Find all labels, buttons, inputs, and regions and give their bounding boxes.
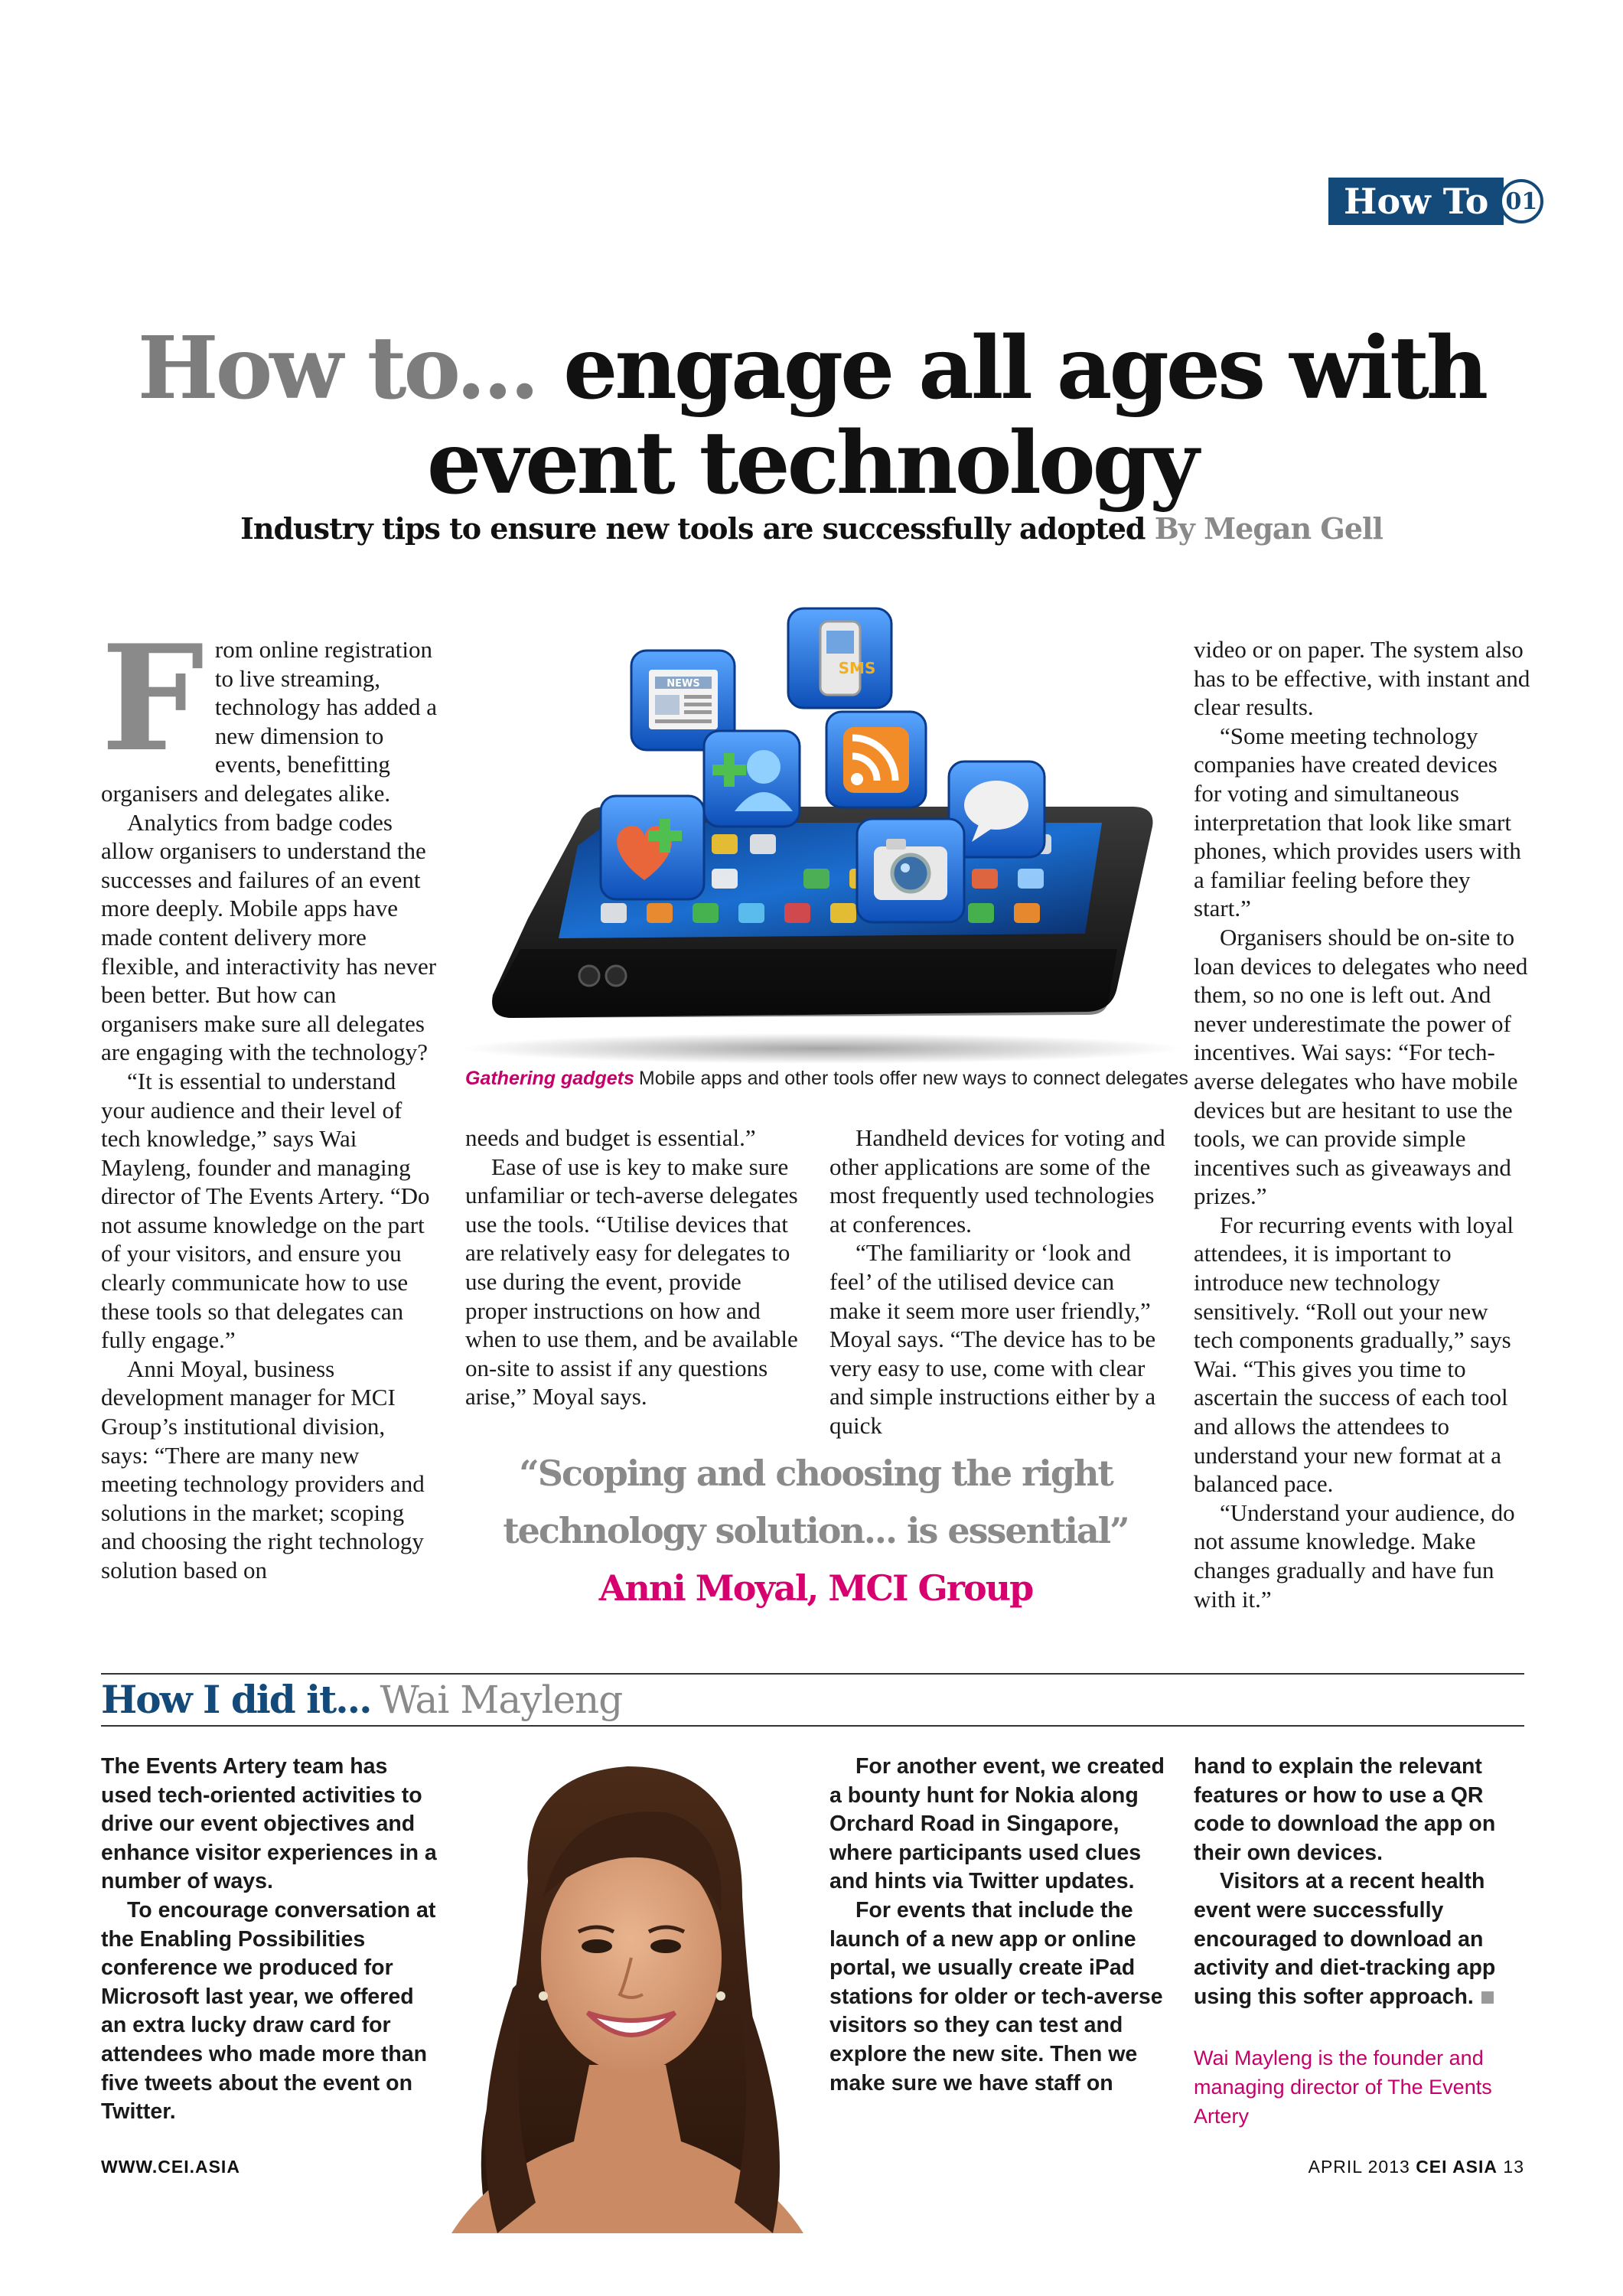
article-paragraph: Ease of use is key to make sure unfamiliar or tech-averse delegates use the tools. “Utilise devices that are relatively easy for delegates to use during the event, provide proper instructions on how and when to use them, and be available on-site to assist if any questions arise,” Moyal says. (465, 1153, 798, 1411)
image-caption (465, 1068, 1207, 1090)
sidebar-paragraph: For events that include the launch of a new app or online portal, we usually create iPad stations for older or tech-averse visitors so they can test and explore the new site. Then we make sure we have staff on (829, 1897, 1163, 2095)
caption-lead: Gathering gadgets (465, 1068, 634, 1089)
pull-quote-attribution: Anni Moyal, MCI Group (598, 1567, 1033, 1609)
headline-line1: engage all ages with (536, 318, 1486, 419)
pull-quote (465, 1445, 1166, 1617)
add-user-icon (704, 731, 800, 827)
sms-phone-icon (788, 608, 891, 708)
portrait-photo (436, 1743, 819, 2233)
pull-quote-line-2: technology solution... is essential” (503, 1510, 1129, 1551)
article-paragraph: “It is essential to understand your audience and their level of tech knowledge,” says Wai Mayleng, founder and managing director of The Events Artery. “Do not assume knowledge on the part of your visitors, and ensure you clearly communicate how to use these tools so that delegates can fully engage.” (101, 1067, 430, 1354)
sidebar-paragraph: For another event, we created a bounty hunt for Nokia along Orchard Road in Singapore, where participants used clues and hints via Twitter updates. (829, 1754, 1165, 1894)
article-paragraph: “Understand your audience, do not assume knowledge. Make changes gradually and have fun with it.” (1194, 1499, 1515, 1613)
footer-folio (1224, 2157, 1524, 2177)
headline-line2: event technology (426, 413, 1197, 514)
sidebar-column-3 (829, 1753, 1174, 2098)
article-paragraph: Anni Moyal, business development manager for MCI Group’s institutional division, says: “There are many new meeting technology providers and solutions in the market; scoping and choosing the right technology solution based on (101, 1355, 425, 1583)
headline-lead: How to... (137, 318, 537, 419)
camera-icon (857, 819, 964, 922)
article-paragraph: Handheld devices for voting and other applications are some of the most frequently used technologies at conferences. (829, 1124, 1165, 1238)
hero-smartphone-illustration (444, 589, 1201, 1064)
standfirst (115, 511, 1508, 546)
article-paragraph: For recurring events with loyal attendees, it is important to introduce new technology sensitively. “Roll out your new tech components gradually,” says Wai. “This gives you time to ascertain the success of each tool and allows the attendees to understand your new format at a balanced pace. (1194, 1211, 1514, 1498)
author-bio: Wai Mayleng is the founder and managing director of The Events Artery (1194, 2047, 1492, 2128)
sidebar-column-4 (1194, 1753, 1530, 2011)
rss-icon (826, 712, 926, 807)
article-paragraph: rom online registration to live streaming, technology has added a new dimension to events, benefitting organisers and delegates alike. (101, 636, 438, 807)
article-paragraph: “The familiarity or ‘look and feel’ of the utilised device can make it seem more user friendly,” Moyal says. “The device has to be very easy to use, come with clear and simple instructions either by a quick (829, 1239, 1156, 1439)
article-paragraph: video or on paper. The system also has to be effective, with instant and clear results. (1194, 636, 1530, 721)
section-label: How To (1328, 178, 1504, 225)
how-i-did-it-name: Wai Mayleng (380, 1678, 623, 1722)
article-paragraph: needs and budget is essential.” (465, 1124, 756, 1151)
article-column-1 (101, 613, 438, 1585)
article-paragraph: Organisers should be on-site to loan devices to delegates who need them, so no one is left out. And never underestimate the power of incentives. Wai says: “For tech-averse delegates who have mobile devices but are hesitant to use the tools, we can provide simple incentives such as giveaways and prizes.” (1194, 923, 1528, 1210)
article-paragraph: “Some meeting technology companies have created devices for voting and simultaneous interpretation that look like smart phones, which provides users with a familiar feeling before they start.” (1194, 722, 1521, 922)
footer-issue: APRIL 2013 (1308, 2157, 1410, 2177)
footer-publication: CEI ASIA (1416, 2157, 1498, 2177)
caption-text: Mobile apps and other tools offer new ways to connect delegates (638, 1068, 1188, 1089)
how-i-did-it-heading (101, 1673, 622, 1725)
standfirst-text: Industry tips to ensure new tools are successfully adopted (240, 511, 1146, 546)
footer-page-number: 13 (1503, 2157, 1524, 2177)
section-divider-bottom (101, 1725, 1524, 1727)
drop-cap: F (101, 613, 204, 784)
byline: By Megan Gell (1154, 511, 1383, 546)
news-icon-label: NEWS (666, 678, 700, 690)
sidebar-paragraph: To encourage conversation at the Enabling Possibilities conference we produced for Microsoft last year, we offered an extra lucky draw card for attendees who made more than five tweets about the event on Twitter. (101, 1897, 436, 2125)
article-column-4 (1194, 635, 1530, 1613)
sidebar-paragraph-text: Visitors at a recent health event were successfully encouraged to download an activity and diet-tracking app using this softer approach. (1194, 1869, 1496, 2009)
section-number: 01 (1499, 179, 1543, 223)
footer-website: WWW.CEI.ASIA (101, 2157, 240, 2177)
sidebar-paragraph (1194, 1867, 1530, 2011)
heart-add-icon (601, 796, 704, 899)
headline (115, 318, 1508, 514)
sidebar-paragraph: The Events Artery team has used tech-oriented activities to drive our event objectives and enhance visitor experiences in a number of ways. (101, 1754, 437, 1894)
sidebar-paragraph: hand to explain the relevant features or how to use a QR code to download the app on their own devices. (1194, 1754, 1496, 1865)
article-column-3 (829, 1124, 1166, 1440)
how-i-did-it-label: How I did it... (101, 1677, 371, 1722)
sidebar-column-1 (101, 1753, 442, 2127)
sms-icon-label: SMS (838, 659, 876, 677)
article-column-2 (465, 1124, 802, 1411)
pull-quote-line-1: “Scoping and choosing the right (519, 1453, 1113, 1494)
section-tag (1328, 178, 1543, 225)
end-mark-icon (1481, 1991, 1494, 2004)
article-paragraph: Analytics from badge codes allow organisers to understand the successes and failures of an event more deeply. Mobile apps have made content delivery more flexible, and interactivity has never been better. But how can organisers make sure all delegates are engaging with the technology? (101, 808, 437, 1066)
